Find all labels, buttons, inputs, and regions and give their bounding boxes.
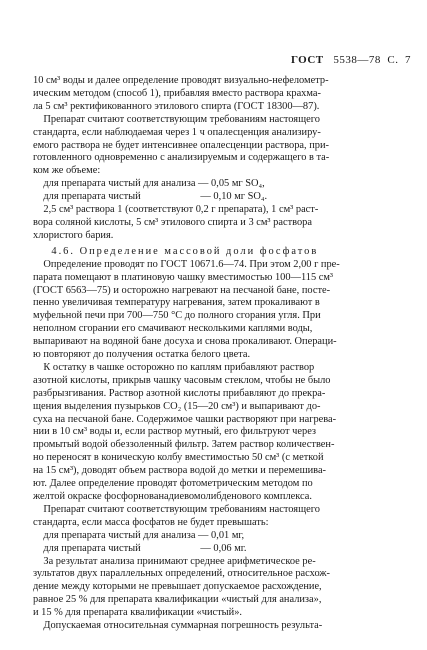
text-line: стандарта, если масса фосфатов не будет превышать: bbox=[33, 516, 269, 528]
text-line: вора соляной кислоты, 5 см³ этилового спирта и 3 см³ раствора bbox=[33, 216, 312, 228]
text-line: зультатов двух параллельных определений, относительное расхож- bbox=[33, 568, 331, 580]
text-line: Препарат считают соответствующим требованиям настоящего bbox=[33, 503, 320, 515]
text-line: 2,5 см³ раствора 1 (соответствуют 0,2 г препарата), 1 см³ раст- bbox=[33, 204, 319, 216]
text-line: желтой окраске фосфорнованадиевомолибденового комплекса. bbox=[33, 491, 312, 502]
text-line: Допускаемая относительная суммарная погрешность результа- bbox=[33, 620, 323, 632]
text-line: щения выделения пузырьков CO₂ (15—20 см³) и выпаривают до- bbox=[33, 400, 321, 412]
text-line: промытый водой обеззоленный фильтр. Затем раствор количествен- bbox=[33, 439, 335, 451]
text-line: ическим методом (способ 1), прибавляя вместо раствора крахма- bbox=[33, 87, 321, 99]
text-line: разбрызгивания. Раствор азотной кислоты прибавляют до прекра- bbox=[33, 387, 326, 399]
standard-label: ГОСТ bbox=[290, 54, 324, 66]
text-line: неполном сгорании его смачивают несколькими каплями воды, bbox=[33, 323, 313, 335]
text-line: дение между которыми не превышает допускаемое расхождение, bbox=[33, 581, 322, 593]
text-line: Препарат считают соответствующим требованиям настоящего bbox=[33, 113, 320, 125]
document-body bbox=[33, 75, 403, 633]
text-line: парата помещают в платиновую чашку вместимостью 100—115 см³ bbox=[33, 271, 334, 283]
text-line: для препарата чистый — 0,06 мг. bbox=[33, 542, 247, 554]
text-line: суха на песчаной бане. Содержимое чашки растворяют при нагрева- bbox=[33, 413, 337, 425]
text-line: емого раствора не будет интенсивнее опалесценции раствора, при- bbox=[33, 139, 330, 151]
text-line: и 15 % для препарата квалификации «чистый». bbox=[33, 607, 243, 619]
text-line: для препарата чистый — 0,10 мг SO₄. bbox=[33, 191, 268, 203]
text-line: равное 25 % для препарата квалификации «чистый для анализа», bbox=[33, 594, 322, 606]
text-line: хлористого бария. bbox=[33, 229, 114, 241]
text-line: нии в 10 см³ воды и, если раствор мутный, его фильтруют через bbox=[33, 426, 317, 438]
section-heading: 4.6. Определение массовой доли фосфатов bbox=[33, 245, 319, 257]
text-line: ком же объеме: bbox=[33, 165, 101, 177]
text-line: для препарата чистый для анализа — 0,01 мг, bbox=[33, 529, 245, 541]
text-line: (ГОСТ 6563—75) и осторожно нагревают на песчаной бане, посте- bbox=[33, 284, 331, 296]
text-line: стандарта, если наблюдаемая через 1 ч опалесценция анализиру- bbox=[33, 126, 321, 138]
text-line: но переносят в коническую колбу вместимостью 50 см³ (с меткой bbox=[33, 452, 324, 464]
page-label: С. bbox=[387, 54, 399, 66]
text-line: Определение проводят по ГОСТ 10671.6—74. При этом 2,00 г пре- bbox=[33, 258, 340, 270]
text-line: выпаривают на водяной бане досуха и снова прокаливают. Операци- bbox=[33, 336, 337, 348]
text-line: ю повторяют до получения остатка белого цвета. bbox=[33, 349, 251, 361]
text-line: азотной кислоты, прикрыв чашку часовым стеклом, чтобы не было bbox=[33, 374, 331, 386]
text-line: За результат анализа принимают среднее арифметическое ре- bbox=[33, 555, 316, 567]
text-line: на 15 см³), доводят объем раствора водой до метки и перемешива- bbox=[33, 465, 327, 477]
text-line: для препарата чистый для анализа — 0,05 мг SO₄, bbox=[33, 178, 265, 190]
text-line: готовленного одновременно с анализируемым и содержащего в та- bbox=[33, 152, 330, 164]
page-header bbox=[291, 54, 411, 66]
text-line: пенно увеличивая температуру нагревания, затем прокаливают в bbox=[33, 297, 320, 309]
page-number: 7 bbox=[405, 54, 411, 66]
text-line: К остатку в чашке осторожно по каплям прибавляют раствор bbox=[33, 361, 315, 373]
text-line: 10 см³ воды и далее определение проводят визуально-нефелометр- bbox=[33, 75, 329, 86]
text-line: ют. Далее определение проводят фотометрическим методом по bbox=[33, 478, 313, 490]
standard-number: 5538—78 bbox=[333, 54, 381, 66]
text-line: муфельной печи при 700—750 °С до полного сгорания угля. При bbox=[33, 310, 321, 322]
text-line: ла 5 см³ ректификованного этилового спирта (ГОСТ 18300—87). bbox=[33, 100, 320, 112]
